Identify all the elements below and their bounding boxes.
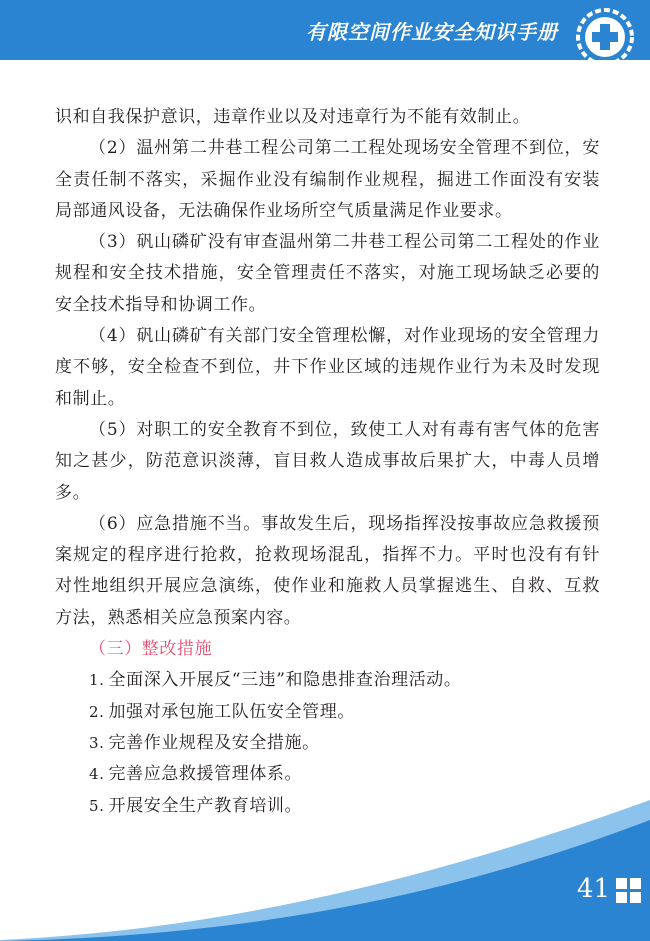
list-item-number: 4. (89, 765, 105, 784)
list-item-number: 3. (89, 733, 105, 752)
list-item-text: 完善作业规程及安全措施。 (108, 732, 320, 753)
header-title: 有限空间作业安全知识手册 (306, 20, 558, 44)
list-item-text: 加强对承包施工队伍安全管理。 (108, 701, 355, 722)
paragraph-cause-6: （6）应急措施不当。事故发生后，现场指挥没按事故应急救援预案规定的程序进行抢救，抢救现场混乱，指挥不力。平时也没有有针对性地组织开展应急演练，使作业和施救人员掌握逃生、自救、互救方法，熟悉相关应急预案内容。 (55, 513, 600, 628)
list-item (55, 728, 600, 759)
page-squares-icon (616, 878, 642, 904)
page-number: 41 (576, 874, 610, 904)
paragraph-cause-5: （5）对职工的安全教育不到位，致使工人对有毒有害气体的危害知之甚少，防范意识淡薄，盲目救人造成事故后果扩大，中毒人员增多。 (55, 419, 600, 503)
list-item-text: 开展安全生产教育培训。 (108, 795, 303, 816)
list-item (55, 697, 600, 728)
list-item-text: 完善应急救援管理体系。 (108, 764, 303, 785)
list-item-number: 1. (89, 671, 105, 690)
list-item-number: 2. (89, 702, 105, 721)
paragraph-cause-3: （3）矾山磷矿没有审查温州第二井巷工程公司第二工程处的作业规程和安全技术措施，安全管理责任不落实，对施工现场缺乏必要的安全技术指导和协调工作。 (55, 232, 600, 315)
section-heading: （三）整改措施 (89, 639, 213, 660)
list-item-text: 全面深入开展反“三违”和隐患排查治理活动。 (108, 670, 462, 691)
footer-wave (0, 790, 650, 941)
list-item-number: 5. (89, 796, 105, 815)
list-item (55, 665, 600, 696)
paragraph-continuation: 识和自我保护意识，违章作业以及对违章行为不能有效制止。 (55, 107, 531, 127)
safety-cross-emblem-icon (574, 6, 636, 68)
paragraph-cause-4: （4）矾山磷矿有关部门安全管理松懈，对作业现场的安全管理力度不够，安全检查不到位，井下作业区域的违规作业行为未及时发现和制止。 (55, 326, 600, 409)
paragraph-cause-2: （2）温州第二井巷工程公司第二工程处现场安全管理不到位，安全责任制不落实，采掘作业没有编制作业规程，掘进工作面没有安装局部通风设备，无法确保作业场所空气质量满足作业要求。 (55, 138, 600, 221)
page-content (55, 102, 600, 822)
list-item (55, 759, 600, 790)
